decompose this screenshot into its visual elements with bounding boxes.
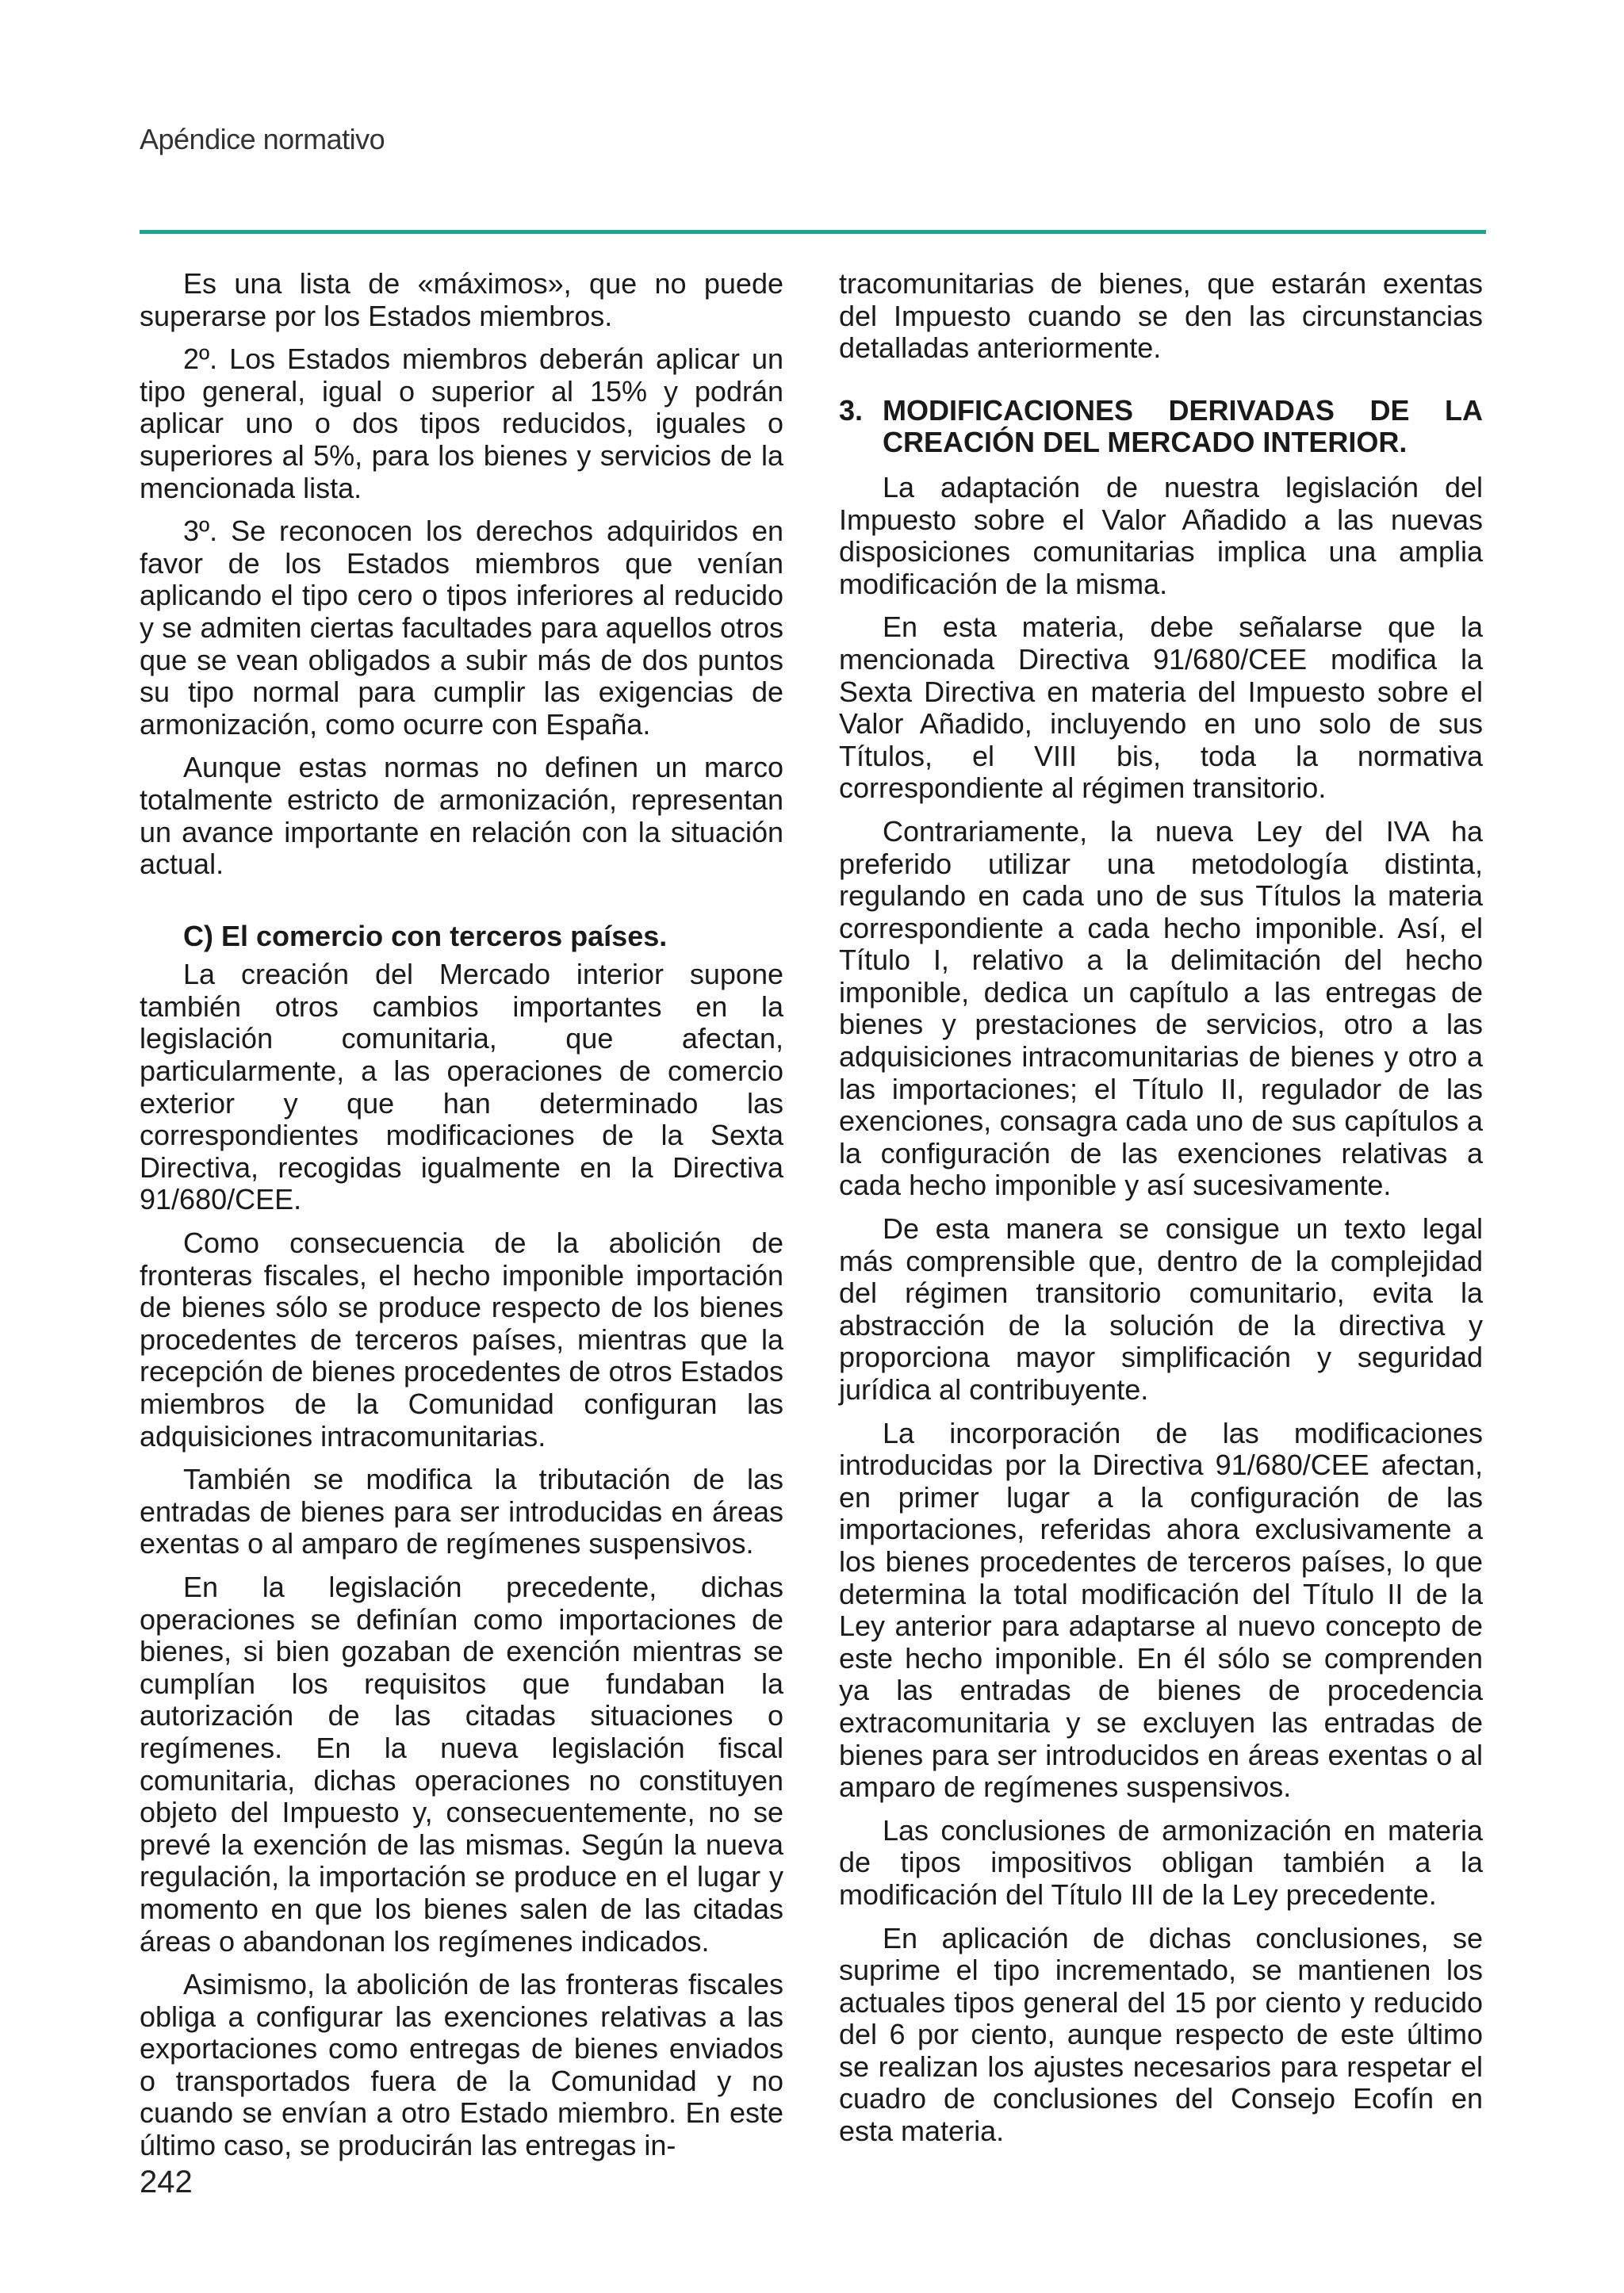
left-column [140,268,783,2173]
paragraph: Es una lista de «máximos», que no puede superarse por los Estados miembros. [140,267,783,332]
paragraph: tracomunitarias de bienes, que estarán exentas del Impuesto cuando se den las circunstancias detalladas anteriormente. [839,267,1483,365]
paragraph: 2º. Los Estados miembros deberán aplicar un tipo general, igual o superior al 15% y podrán aplicar uno o dos tipos reducidos, iguales o superiores al 5%, para los bienes y servicios de la mencionada lista. [140,343,783,504]
section-heading [839,395,1483,459]
paragraph: Aunque estas normas no definen un marco totalmente estricto de armonización, representan un avance importante en relación con la situación actual. [140,751,783,881]
running-header: Apéndice normativo [140,123,385,155]
paragraph: Contrariamente, la nueva Ley del IVA ha preferido utilizar una metodología distinta, regulando en cada uno de sus Títulos la materia correspondiente a cada hecho imponible. Así, el Título I, relativo a la delimitación del hecho imponible, dedica un capítulo a las entregas de bienes y prestaciones de servicios, otro a las adquisiciones intracomunitarias de bienes y otro a las importaciones; el Título II, regulador de las exenciones, consagra cada uno de sus capítulos a la configuración de las exenciones relativas a cada hecho imponible y así sucesivamente. [839,814,1483,1202]
right-column [839,268,1483,2159]
page-number: 242 [140,2165,193,2199]
subheading: C) El comercio con terceros países. [183,919,668,952]
paragraph: Como consecuencia de la abolición de fronteras fiscales, el hecho imponible importación de bienes sólo se produce respecto de los bienes procedentes de terceros países, mientras que la recepción de bienes procedentes de otros Estados miembros de la Comunidad configuran las adquisiciones intracomunitarias. [140,1227,783,1453]
paragraph: La creación del Mercado interior supone también otros cambios importantes en la legislación comunitaria, que afectan, particularmente, a las operaciones de comercio exterior y que han determinado las correspondientes modificaciones de la Sexta Directiva, recogidas igualmente en la Directiva 91/680/CEE. [140,958,783,1216]
paragraph: 3º. Se reconocen los derechos adquiridos en favor de los Estados miembros que venían aplicando el tipo cero o tipos inferiores al reducido y se admiten ciertas facultades para aquellos otros que se vean obligados a subir más de dos puntos su tipo normal para cumplir las exigencias de armonización, como ocurre con España. [140,515,783,741]
header-divider [140,230,1486,234]
paragraph: Las conclusiones de armonización en materia de tipos impositivos obligan también a la modificación del Título III de la Ley precedente. [839,1813,1483,1911]
paragraph: La adaptación de nuestra legislación del Impuesto sobre el Valor Añadido a las nuevas disposiciones comunitarias implica una amplia modificación de la misma. [839,470,1483,600]
paragraph: La incorporación de las modificaciones introducidas por la Directiva 91/680/CEE afectan, en primer lugar a la configuración de las importaciones, referidas ahora exclusivamente a los bienes procedentes de terceros países, lo que determina la total modificación del Título II de la Ley anterior para adaptarse al nuevo concepto de este hecho imponible. En él sólo se comprenden ya las entradas de bienes de procedencia extracomunitaria y se excluyen las entradas de bienes para ser introducidos en áreas exentas o al amparo de regímenes suspensivos. [839,1416,1483,1804]
paragraph: Asimismo, la abolición de las fronteras fiscales obliga a configurar las exenciones relativas a las exportaciones como entregas de bienes enviados o transportados fuera de la Comunidad y no cuando se envían a otro Estado miembro. En este último caso, se producirán las entregas in- [140,1968,783,2162]
paragraph: En la legislación precedente, dichas operaciones se definían como importaciones de bienes, si bien gozaban de exención mientras se cumplían los requisitos que fundaban la autorización de las citadas situaciones o regímenes. En la nueva legislación fiscal comunitaria, dichas operaciones no constituyen objeto del Impuesto y, consecuentemente, no se prevé la exención de las mismas. Según la nueva regulación, la importación se produce en el lugar y momento en que los bienes salen de las citadas áreas o abandonan los regímenes indicados. [140,1570,783,1958]
section-title: MODIFICACIONES DERIVADAS DE LA CREACIÓN DEL MERCADO INTERIOR. [883,393,1483,459]
paragraph: De esta manera se consigue un texto legal más comprensible que, dentro de la complejidad del régimen transitorio comunitario, evita la abstracción de la solución de la directiva y proporciona mayor simplificación y seguridad jurídica al contribuyente. [839,1212,1483,1406]
section-number: 3. [839,393,864,427]
paragraph: También se modifica la tributación de las entradas de bienes para ser introducidas en áreas exentas o al amparo de regímenes suspensivos. [140,1463,783,1560]
paragraph: En esta materia, debe señalarse que la mencionada Directiva 91/680/CEE modifica la Sexta Directiva en materia del Impuesto sobre el Valor Añadido, incluyendo en uno solo de sus Títulos, el VIII bis, toda la normativa correspondiente al régimen transitorio. [839,611,1483,805]
paragraph: En aplicación de dichas conclusiones, se suprime el tipo incrementado, se mantienen los actuales tipos general del 15 por ciento y reducido del 6 por ciento, aunque respecto de este último se realizan los ajustes necesarios para respetar el cuadro de conclusiones del Consejo Ecofín en esta materia. [839,1921,1483,2148]
